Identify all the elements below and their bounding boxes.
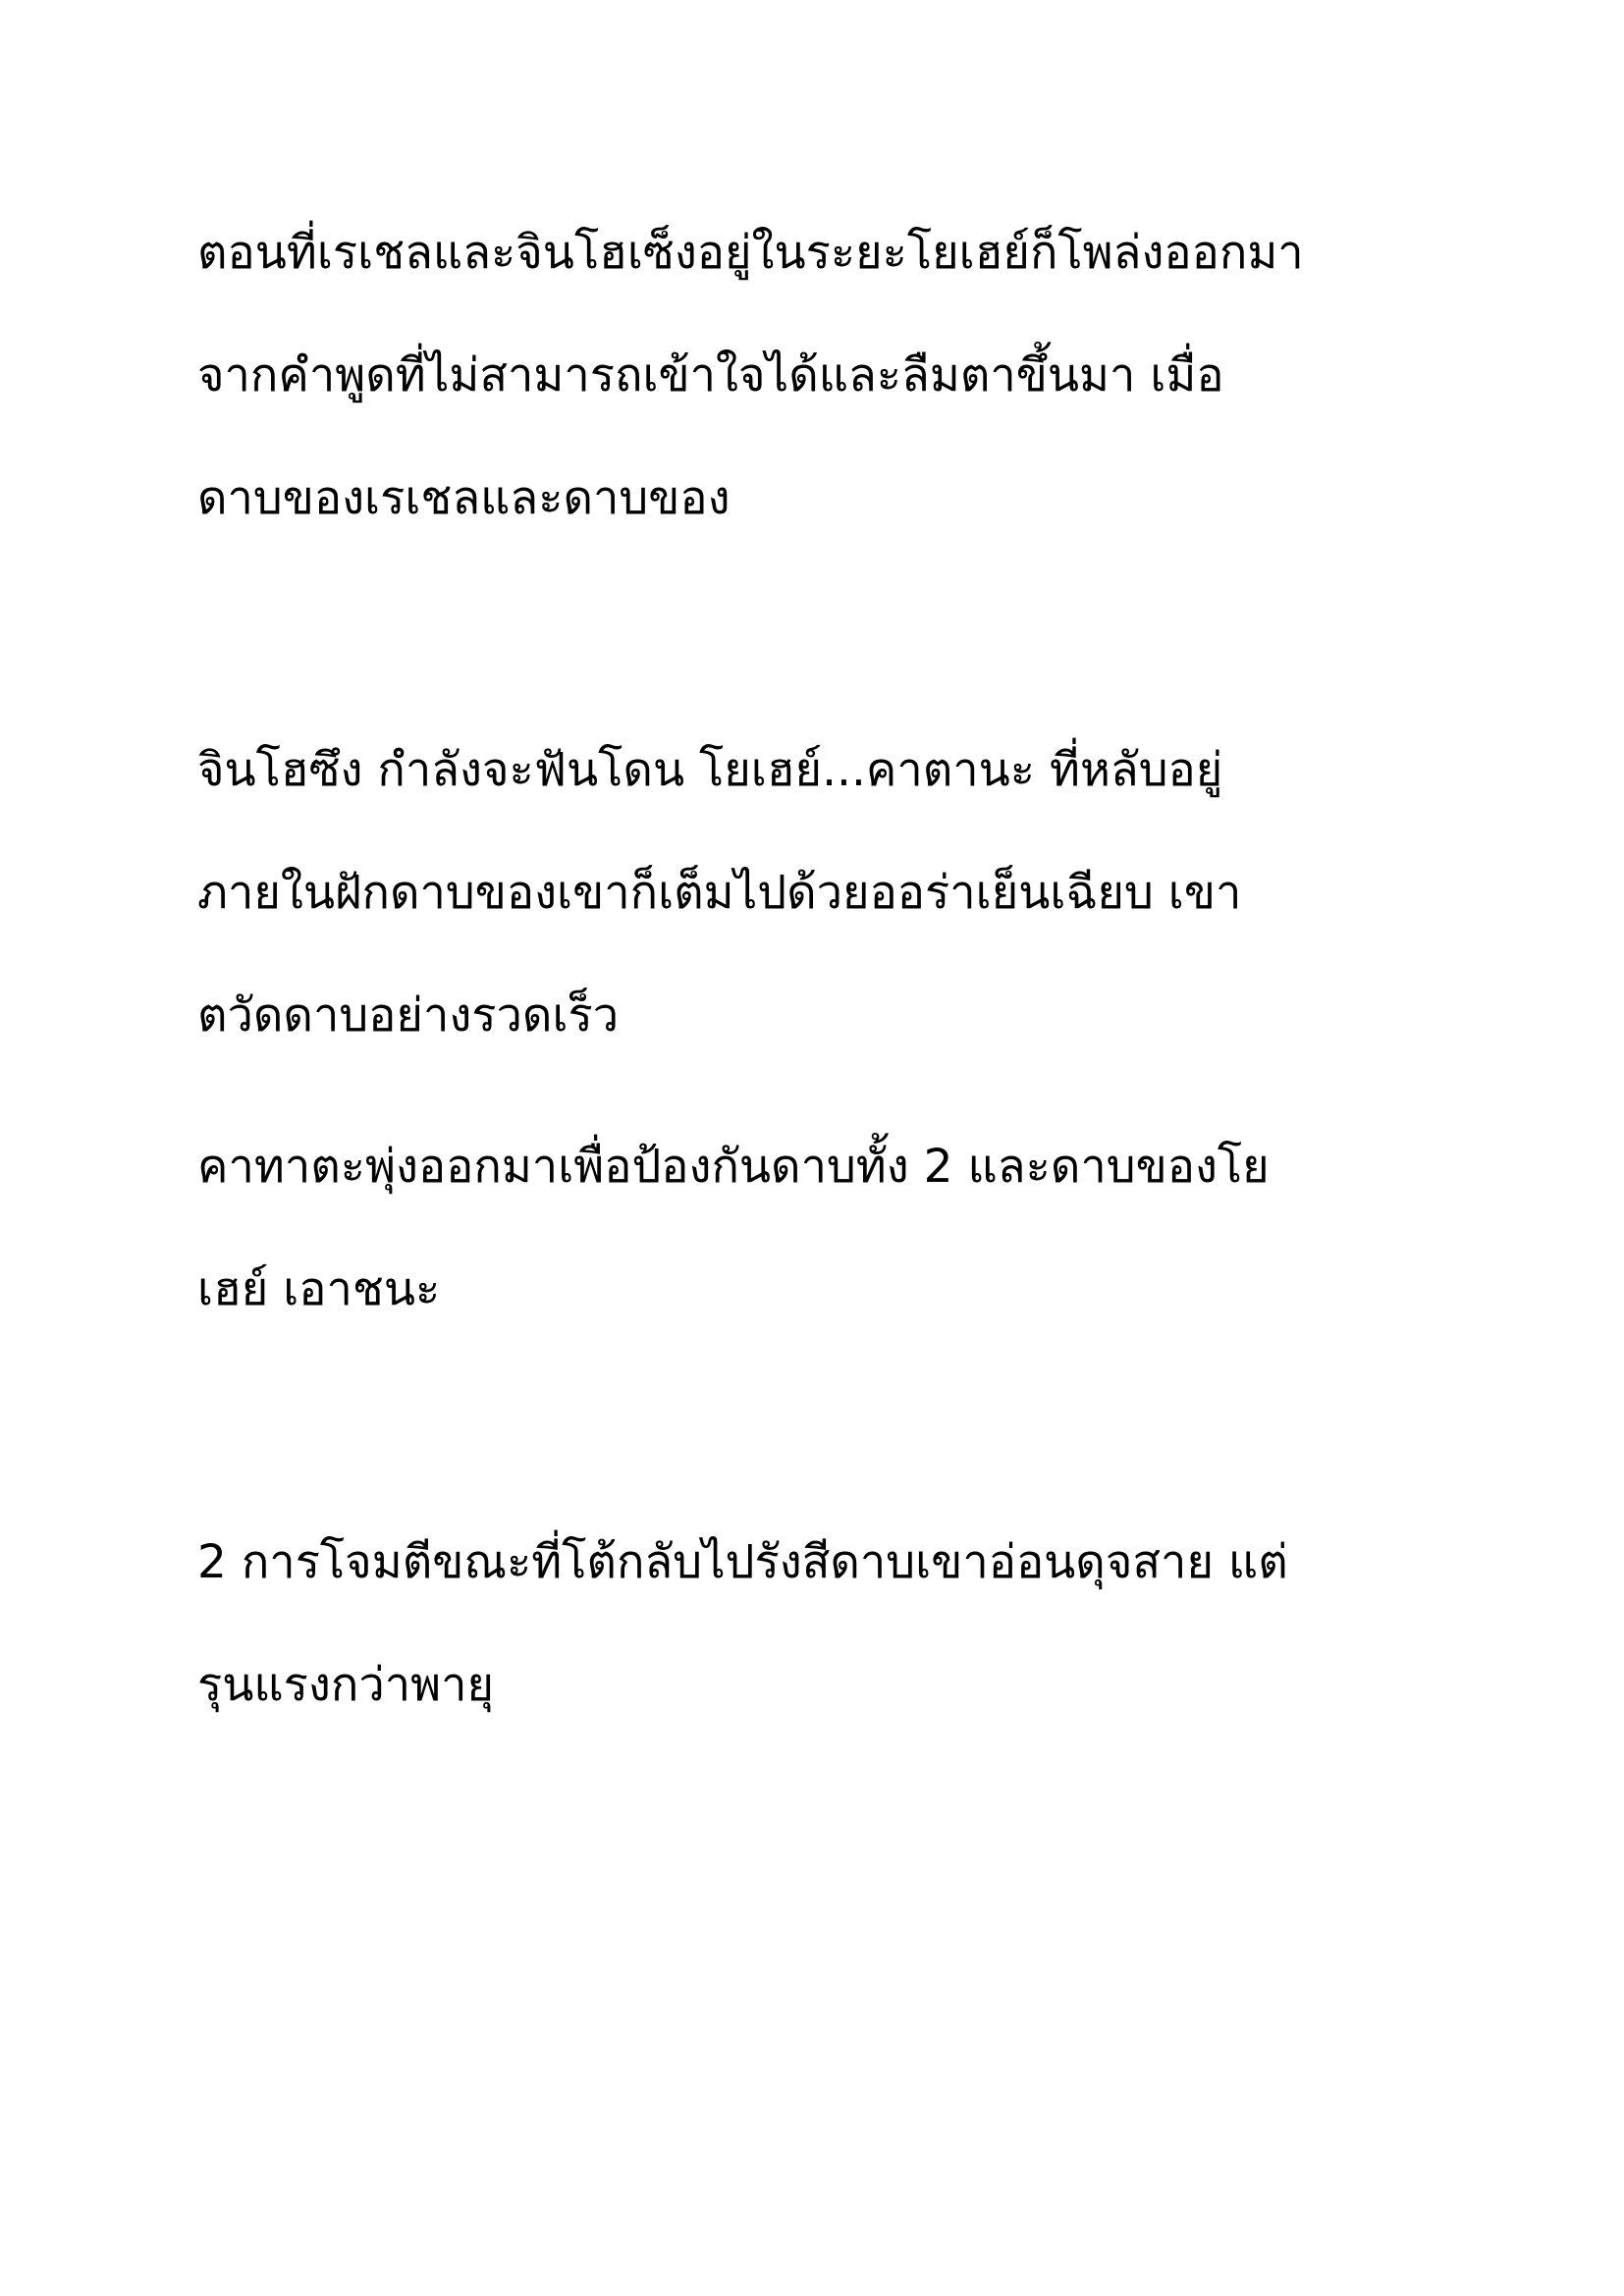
text-line: รุนแรงกว่าพายุ [197,1658,495,1712]
text-line: จากคำพูดที่ไม่สามารถเข้าใจได้และลืมตาขึ้นมา เมื่อ [197,348,1224,402]
text-line: ตอนที่เรเชลและจินโฮเซ็งอยู่ในระยะโยเฮย์ก็โพล่งออกมา [197,226,1304,280]
text-line: จินโฮซึง กำลังจะฟันโดน โยเฮย์...คาตานะ ที่หลับอยู่ [197,743,1223,797]
text-line: ตวัดดาบอย่างรวดเร็ว [197,988,620,1042]
text-line: เฮย์ เอาชนะ [197,1262,441,1316]
text-line: 2 การโจมตีขณะที่โต้กลับไปรังสีดาบเขาอ่อนดุจสาย แต่ [197,1535,1288,1589]
text-line: คาทาตะพุ่งออกมาเพื่อป้องกันดาบทั้ง 2 และดาบของโย [197,1140,1270,1194]
text-line: ภายในฝักดาบของเขาก็เต็มไปด้วยออร่าเย็นเฉียบ เขา [197,866,1242,920]
text-line: ดาบของเรเชลและดาบของ [197,471,731,525]
